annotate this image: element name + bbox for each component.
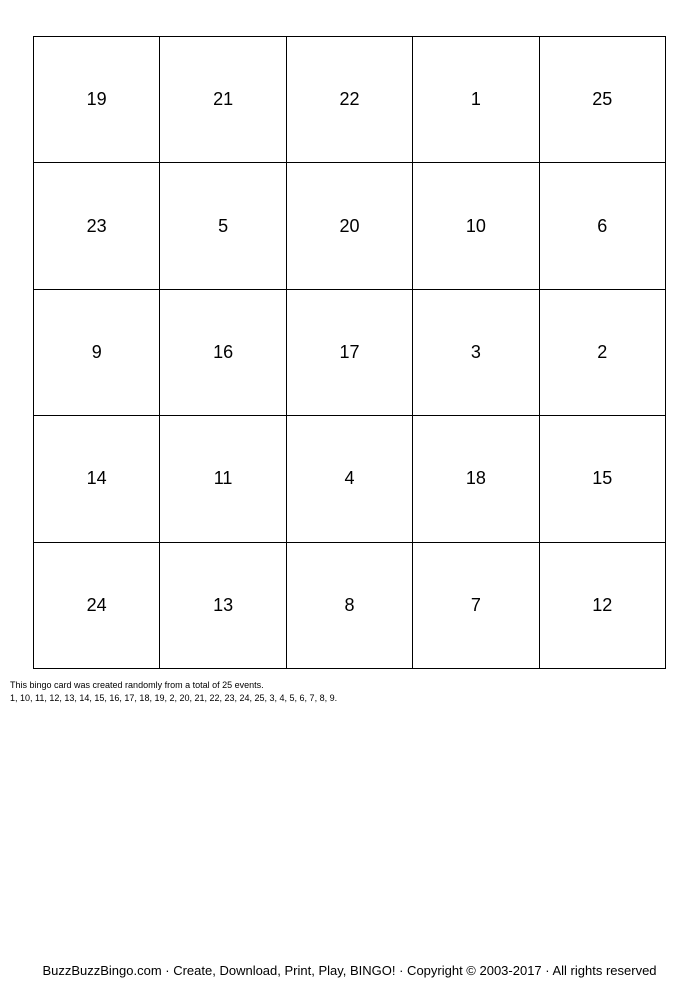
bingo-cell: 14: [34, 416, 160, 542]
card-info-text: This bingo card was created randomly from a total of 25 events.: [10, 680, 264, 690]
bingo-cell: 9: [34, 290, 160, 416]
bingo-cell: 12: [540, 543, 666, 669]
footer-copyright: BuzzBuzzBingo.com · Create, Download, Print, Play, BINGO! · Copyright © 2003-2017 · All rights reserved: [42, 963, 657, 978]
bingo-cell: 16: [160, 290, 286, 416]
bingo-cell: 3: [413, 290, 539, 416]
bingo-cell: 7: [413, 543, 539, 669]
bingo-cell: 22: [287, 37, 413, 163]
bingo-cell: 2: [540, 290, 666, 416]
bingo-cell: 19: [34, 37, 160, 163]
bingo-cell: 1: [413, 37, 539, 163]
bingo-cell: 10: [413, 163, 539, 289]
bingo-cell: 24: [34, 543, 160, 669]
bingo-cell: 11: [160, 416, 286, 542]
bingo-cell: 15: [540, 416, 666, 542]
bingo-cell: 8: [287, 543, 413, 669]
event-list-text: 1, 10, 11, 12, 13, 14, 15, 16, 17, 18, 19, 2, 20, 21, 22, 23, 24, 25, 3, 4, 5, 6, 7, 8, 9.: [10, 693, 338, 703]
bingo-cell: 4: [287, 416, 413, 542]
bingo-cell: 20: [287, 163, 413, 289]
bingo-cell: 18: [413, 416, 539, 542]
bingo-cell: 6: [540, 163, 666, 289]
bingo-cell: 21: [160, 37, 286, 163]
bingo-cell: 13: [160, 543, 286, 669]
bingo-cell: 17: [287, 290, 413, 416]
bingo-cell: 23: [34, 163, 160, 289]
bingo-cell: 5: [160, 163, 286, 289]
bingo-card-grid: [33, 36, 666, 669]
bingo-cell: 25: [540, 37, 666, 163]
